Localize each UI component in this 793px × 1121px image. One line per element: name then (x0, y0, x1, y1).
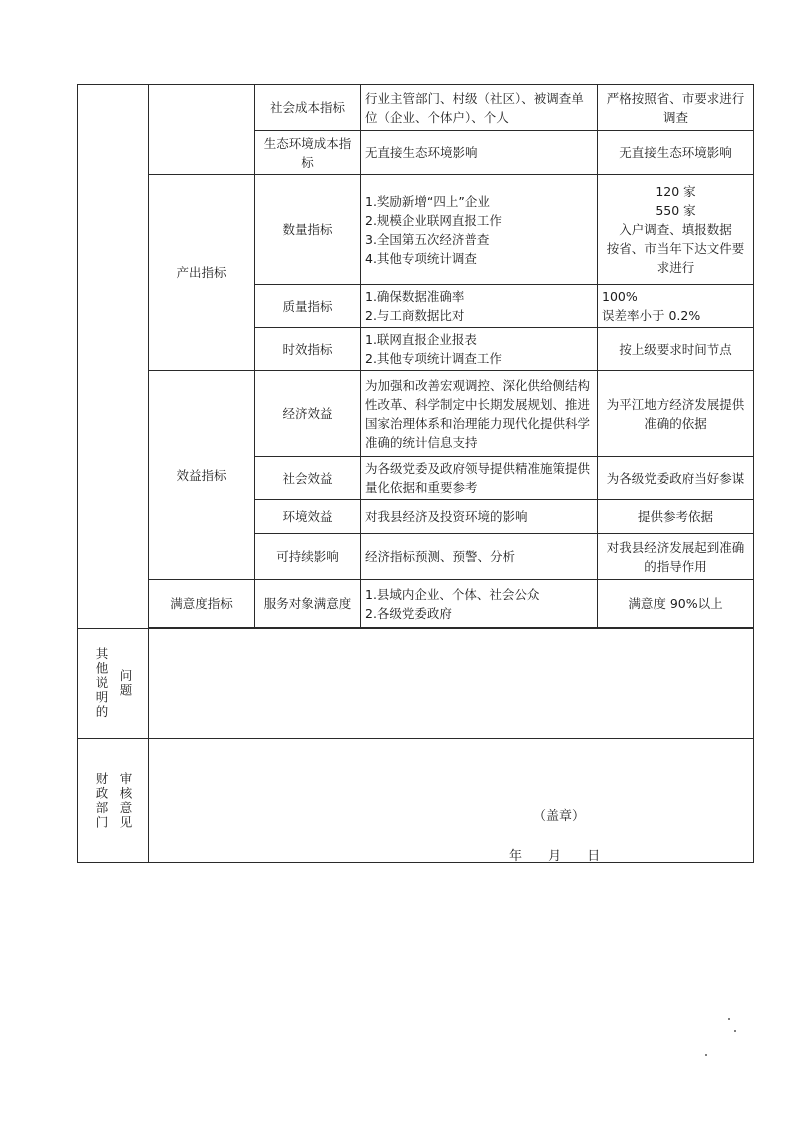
list-item: 1.奖励新增“四上”企业 (365, 193, 490, 209)
benefit-category: 效益指标 (149, 371, 255, 580)
environment-benefit-label: 环境效益 (255, 500, 361, 534)
list-item: 120 家 (655, 184, 696, 199)
social-cost-target: 严格按照省、市要求进行调查 (598, 85, 754, 131)
economic-benefit-content: 为加强和改善宏观调控、深化供给侧结构性改革、科学制定中长期发展规划、推进国家治理体系和治理能力现代化提供科学准确的统计信息支持 (361, 371, 598, 457)
left-margin-cell (78, 85, 149, 629)
finance-review-label (78, 739, 149, 863)
environment-benefit-content: 对我县经济及投资环境的影响 (361, 500, 598, 534)
economic-benefit-target: 为平江地方经济发展提供准确的依据 (598, 371, 754, 457)
output-category: 产出指标 (149, 175, 255, 371)
finance-review-label-b: 审核意见 (118, 771, 133, 830)
list-item: 2.其他专项统计调查工作 (365, 351, 502, 366)
sustainable-impact-target: 对我县经济发展起到准确的指导作用 (598, 534, 754, 580)
sustainable-impact-content: 经济指标预测、预警、分析 (361, 534, 598, 580)
table-row (78, 85, 754, 131)
table-row (78, 739, 754, 863)
satisfaction-label: 服务对象满意度 (255, 580, 361, 628)
date-placeholder: 年 月 日 (509, 849, 601, 864)
eco-cost-target: 无直接生态环境影响 (598, 131, 754, 175)
eco-cost-content: 无直接生态环境影响 (361, 131, 598, 175)
list-item: 1.联网直报企业报表 (365, 332, 477, 347)
scan-speck (705, 1054, 707, 1056)
other-notes-content (149, 629, 754, 739)
list-item: 2.规模企业联网直报工作 (365, 212, 502, 228)
list-item: 100% (602, 289, 638, 304)
finance-review-content (149, 739, 754, 863)
list-item: 误差率小于 0.2% (602, 308, 701, 323)
sustainable-impact-label: 可持续影响 (255, 534, 361, 580)
social-cost-content: 行业主管部门、村级（社区）、被调查单位（企业、个体户）、个人 (361, 85, 598, 131)
table-row (78, 580, 754, 628)
list-item: 2.各级党委政府 (365, 605, 452, 621)
satisfaction-target: 满意度 90%以上 (598, 580, 754, 628)
environment-benefit-target: 提供参考依据 (598, 500, 754, 534)
finance-review-label-a: 财政部门 (94, 771, 109, 830)
list-item: 1.县域内企业、个体、社会公众 (365, 586, 540, 602)
social-benefit-content: 为各级党委及政府领导提供精准施策提供量化依据和重要参考 (361, 457, 598, 500)
timeliness-label: 时效指标 (255, 328, 361, 371)
table-row (78, 175, 754, 285)
quality-label: 质量指标 (255, 285, 361, 328)
satisfaction-category: 满意度指标 (149, 580, 255, 628)
quality-items (361, 285, 598, 328)
performance-indicator-table (77, 84, 754, 863)
list-item: 1.确保数据准确率 (365, 289, 465, 304)
quantity-items (361, 175, 598, 285)
list-item: 按省、市当年下达文件要求进行 (606, 241, 745, 275)
scan-speck (734, 1030, 736, 1032)
table-row (78, 629, 754, 739)
cost-category-cell (149, 85, 255, 175)
eco-cost-label: 生态环境成本指标 (255, 131, 361, 175)
scan-speck (728, 1018, 730, 1020)
list-item: 4.其他专项统计调查 (365, 250, 477, 266)
list-item: 2.与工商数据比对 (365, 308, 465, 323)
list-item: 入户调查、填报数据 (619, 222, 732, 237)
other-notes-label-b: 问题 (118, 669, 133, 698)
quantity-label: 数量指标 (255, 175, 361, 285)
list-item: 3.全国第五次经济普查 (365, 231, 490, 247)
quality-targets (598, 285, 754, 328)
other-notes-label-a: 其他说明的 (94, 647, 109, 720)
list-item: 550 家 (655, 203, 696, 218)
table-row (78, 371, 754, 457)
seal-placeholder: （盖章） (533, 809, 586, 824)
social-benefit-target: 为各级党委政府当好参谋 (598, 457, 754, 500)
quantity-targets (598, 175, 754, 285)
social-cost-label: 社会成本指标 (255, 85, 361, 131)
other-notes-label (78, 629, 149, 739)
social-benefit-label: 社会效益 (255, 457, 361, 500)
timeliness-items (361, 328, 598, 371)
satisfaction-items (361, 580, 598, 628)
economic-benefit-label: 经济效益 (255, 371, 361, 457)
timeliness-target: 按上级要求时间节点 (598, 328, 754, 371)
